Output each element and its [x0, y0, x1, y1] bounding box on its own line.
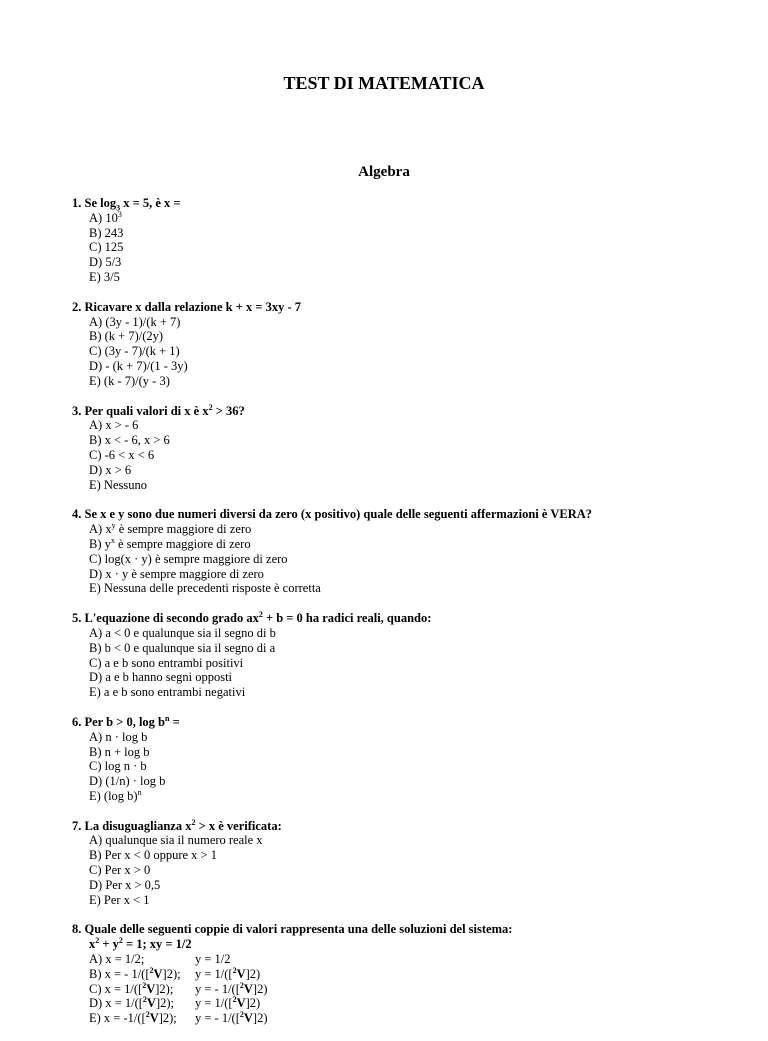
- page-title: TEST DI MATEMATICA: [283, 73, 485, 93]
- question-2: [72, 300, 732, 389]
- answer-option: C) (3y - 7)/(k + 1): [89, 344, 180, 359]
- answer-option: B) x = - 1/([$^2$V]2); y = 1/([$^2$V]2): [89, 965, 261, 981]
- answer-option: C) log(x · y) è sempre maggiore di zero: [89, 551, 288, 566]
- answer-option: C) a e b sono entrambi positivi: [89, 655, 244, 670]
- answer-option: C) -6 < x < 6: [89, 447, 155, 462]
- answer-option: B) $y^x$ è sempre maggiore di zero: [89, 535, 251, 551]
- answer-option: A) qualunque sia il numero reale x: [89, 833, 263, 848]
- answer-option: A) x > - 6: [89, 418, 139, 433]
- answer-option: D) x · y è sempre maggiore di zero: [89, 566, 264, 581]
- question-text: 3. Per quali valori di x è $x^2 > 36$?: [72, 402, 245, 418]
- answer-option: C) Per x > 0: [89, 863, 151, 878]
- answer-option: E) Per x < 1: [89, 892, 150, 907]
- answer-option: A) a < 0 e qualunque sia il segno di b: [89, 625, 276, 640]
- answer-option: D) x > 6: [89, 462, 132, 477]
- answer-option: E) x = -1/([$^2$V]2); y = - 1/([$^2$V]2): [89, 1010, 268, 1026]
- answer-option: B) Per x < 0 oppure x > 1: [89, 848, 217, 863]
- answer-option: B) x < - 6, x > 6: [89, 433, 170, 448]
- answer-option: C) log n · b: [89, 759, 147, 774]
- answer-option: D) 5/3: [89, 255, 122, 270]
- answer-option: E) a e b sono entrambi negativi: [89, 685, 246, 700]
- answer-option: B) b < 0 e qualunque sia il segno di a: [89, 640, 276, 655]
- answer-option: C) x = 1/([$^2$V]2); y = - 1/([$^2$V]2): [89, 980, 268, 996]
- answer-option: B) (k + 7)/(2y): [89, 329, 164, 344]
- answer-option: A) x = 1/2; y = 1/2: [89, 952, 231, 967]
- question-text: 7. La disuguaglianza $x^2 > x$ è verificata:: [72, 817, 282, 833]
- answer-option: D) - (k + 7)/(1 - 3y): [89, 358, 188, 373]
- question-text: 8. Quale delle seguenti coppie di valori rappresenta una delle soluzioni del sistema:: [72, 922, 513, 937]
- answer-option: C) 125: [89, 240, 124, 255]
- answer-option: A) $x^y$ è sempre maggiore di zero: [89, 520, 252, 537]
- question-text: 1. Se $\log_3 x = 5$, è x =: [72, 196, 181, 213]
- question-text: 5. L'equazione di secondo grado $ax^2 + b = 0$ ha radici reali, quando:: [72, 609, 432, 626]
- question-list: [72, 196, 732, 1041]
- question-text: 2. Ricavare x dalla relazione k + x = 3xy - 7: [72, 299, 302, 314]
- answer-option: A) n · log b: [89, 729, 148, 744]
- answer-option: E) Nessuna delle precedenti risposte è corretta: [89, 581, 321, 596]
- question-5: [72, 611, 732, 700]
- answer-option: B) 243: [89, 225, 124, 240]
- answer-option: A) (3y - 1)/(k + 7): [89, 314, 181, 329]
- question-7: [72, 819, 732, 908]
- equation-system: $x^2 + y^2 = 1$; xy = 1/2: [89, 936, 192, 952]
- answer-option: D) a e b hanno segni opposti: [89, 670, 233, 685]
- answer-option: B) n + log b: [89, 744, 150, 759]
- question-6: [72, 715, 732, 804]
- answer-option: E) Nessuno: [89, 477, 147, 492]
- answer-option: D) x = 1/([$^2$V]2); y = 1/([$^2$V]2): [89, 995, 261, 1011]
- answer-option: E) (k - 7)/(y - 3): [89, 373, 170, 388]
- question-3: [72, 404, 732, 493]
- question-4: [72, 507, 732, 596]
- answer-option: A) $10^3$: [89, 209, 122, 225]
- question-8: [72, 922, 732, 1026]
- answer-option: D) Per x > 0,5: [89, 877, 161, 892]
- answer-option: E) (log b)$^n$: [89, 787, 142, 803]
- answer-option: E) 3/5: [89, 269, 120, 284]
- question-text: 6. Per b > 0, $\log b^n$ =: [72, 713, 180, 729]
- answer-option: D) (1/n) · log b: [89, 774, 166, 789]
- question-text: 4. Se x e y sono due numeri diversi da zero (x positivo) quale delle seguenti affermazioni è VERA?: [72, 507, 592, 522]
- question-1: [72, 196, 732, 285]
- section-heading: Algebra: [358, 164, 410, 180]
